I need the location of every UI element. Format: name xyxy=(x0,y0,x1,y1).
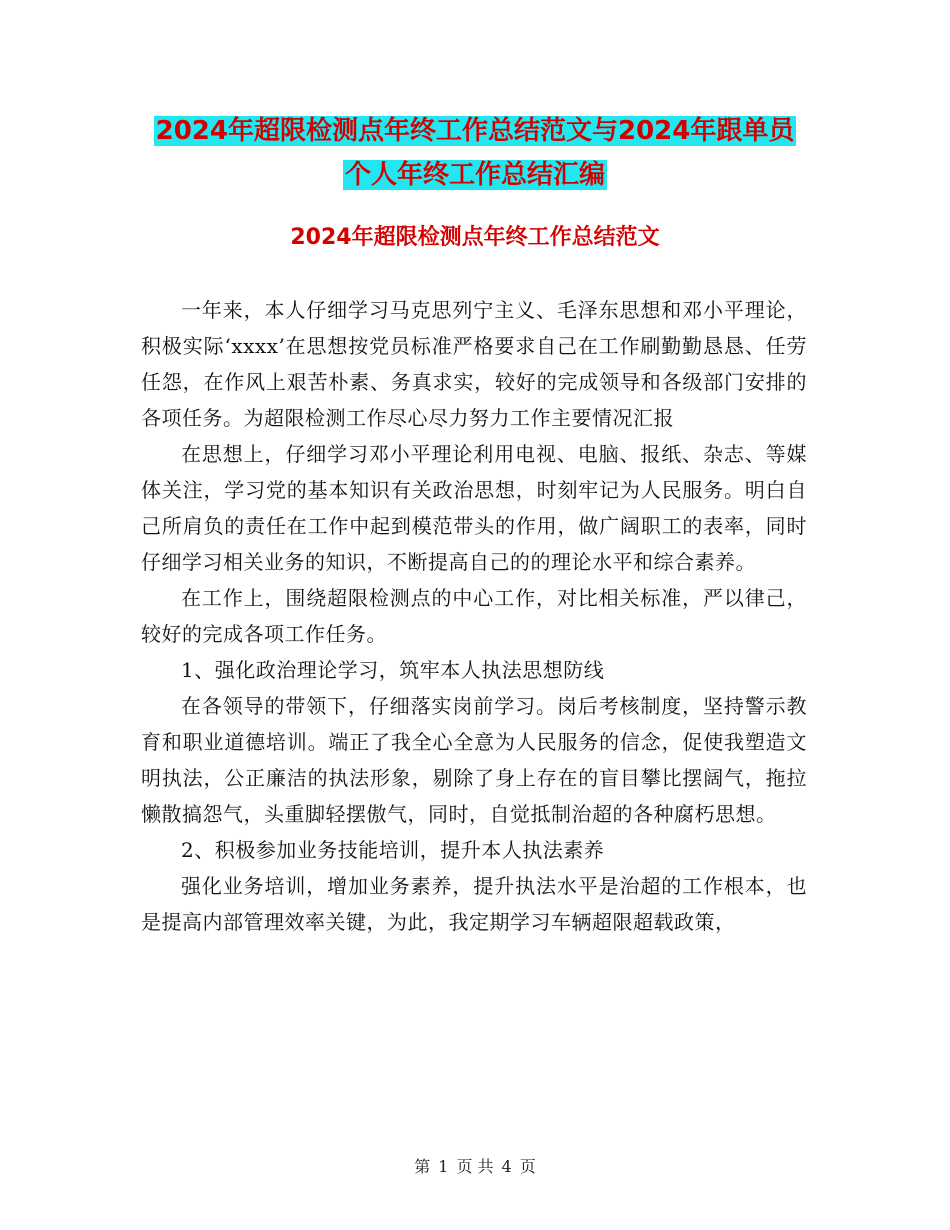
section-title: 2024年超限检测点年终工作总结范文 xyxy=(290,225,660,250)
page-footer xyxy=(0,1154,950,1177)
numbered-heading: 1、强化政治理论学习，筑牢本人执法思想防线 xyxy=(181,658,605,682)
numbered-heading: 2、积极参加业务技能培训，提升本人执法素养 xyxy=(181,838,605,862)
footer-prefix: 第 xyxy=(414,1157,431,1176)
paragraph: 一年来，本人仔细学习马克思列宁主义、毛泽东思想和邓小平理论，积极实际‘xxxx’在思想按党员标准严格要求自己在工作刷勤勤恳恳、任劳任怨，在作风上艰苦朴素、务真求实，较好的完成领导和各级部门安排的各项任务。为超限检测工作尽心尽力努力工作主要情况汇报 xyxy=(141,298,807,430)
paragraph: 强化业务培训，增加业务素养，提升执法水平是治超的工作根本，也是提高内部管理效率关键，为此，我定期学习车辆超限超载政策， xyxy=(141,874,807,934)
total-pages: 4 xyxy=(501,1157,512,1176)
paragraph: 在各领导的带领下，仔细落实岗前学习。岗后考核制度，坚持警示教育和职业道德培训。端正了我全心全意为人民服务的信念，促使我塑造文明执法，公正廉洁的执法形象，剔除了身上存在的盲目攀比摆阔气，拖拉懒散搞怨气，头重脚轻摆傲气，同时，自觉抵制治超的各种腐朽思想。 xyxy=(141,694,807,826)
footer-middle: 页 共 xyxy=(456,1157,494,1176)
page-number: 1 xyxy=(438,1157,449,1176)
footer-suffix: 页 xyxy=(519,1157,536,1176)
document-title-line-2 xyxy=(140,154,810,196)
paragraph: 在工作上，围绕超限检测点的中心工作，对比相关标准，严以律己，较好的完成各项工作任务。 xyxy=(141,586,807,646)
title-text-1: 2024年超限检测点年终工作总结范文与2024年跟单员 xyxy=(155,116,795,146)
document-body xyxy=(141,292,807,940)
title-text-2: 个人年终工作总结汇编 xyxy=(344,160,605,190)
document-title-line-1 xyxy=(140,110,810,152)
paragraph: 在思想上，仔细学习邓小平理论利用电视、电脑、报纸、杂志、等媒体关注，学习党的基本知识有关政治思想，时刻牢记为人民服务。明白自己所肩负的责任在工作中起到模范带头的作用，做广阔职工的表率，同时仔细学习相关业务的知识，不断提高自己的的理论水平和综合素养。 xyxy=(141,442,807,574)
